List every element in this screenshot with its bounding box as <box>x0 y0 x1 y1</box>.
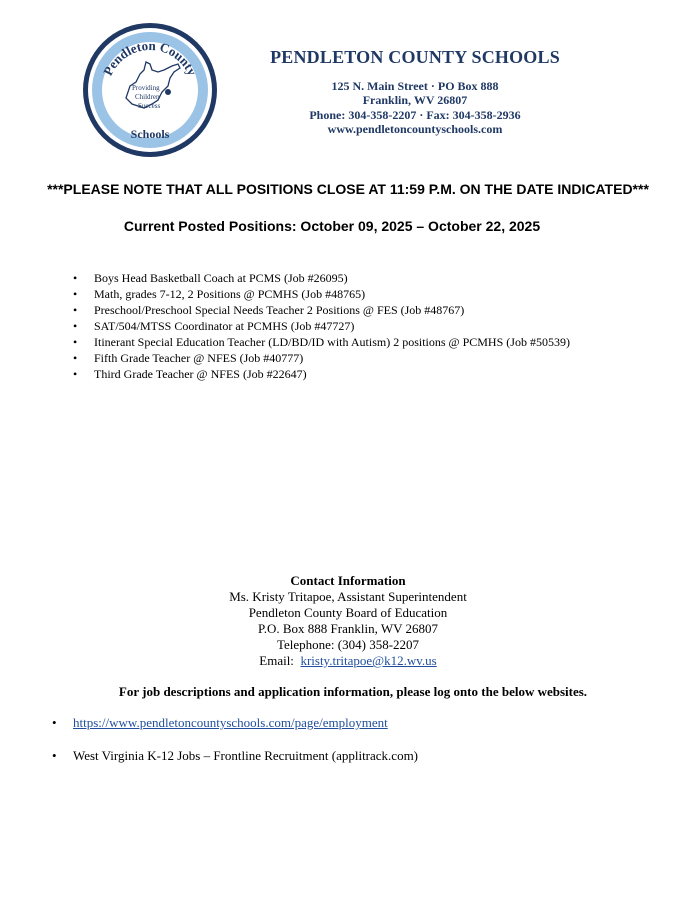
contact-block <box>0 573 696 669</box>
contact-org: Pendleton County Board of Education <box>248 605 448 620</box>
list-item: • Itinerant Special Education Teacher (LD/BD/ID with Autism) 2 positions @ PCMHS (Job #50539) <box>73 334 570 350</box>
logo-bottom-text: Schools <box>130 127 170 141</box>
list-item: • Math, grades 7-12, 2 Positions @ PCMHS (Job #48765) <box>73 286 570 302</box>
closing-notice: ***PLEASE NOTE THAT ALL POSITIONS CLOSE AT 11:59 P.M. ON THE DATE INDICATED*** <box>47 181 649 197</box>
list-item: • Fifth Grade Teacher @ NFES (Job #40777) <box>73 350 570 366</box>
list-item[interactable]: • West Virginia K-12 Jobs – Frontline Recruitment (applitrack.com) <box>52 748 418 764</box>
contact-po-box: P.O. Box 888 Franklin, WV 26807 <box>257 621 439 636</box>
positions-list <box>73 270 570 382</box>
contact-telephone: Telephone: (304) 358-2207 <box>276 637 420 652</box>
contact-email-link[interactable]: kristy.tritapoe@k12.wv.us <box>300 653 437 668</box>
logo-motto-2: Children <box>135 93 160 101</box>
list-item: • Third Grade Teacher @ NFES (Job #22647) <box>73 366 570 382</box>
links-list <box>52 715 418 764</box>
list-item: • Preschool/Preschool Special Needs Teacher 2 Positions @ FES (Job #48767) <box>73 302 570 318</box>
contact-email-label: Email: <box>259 653 294 668</box>
logo-motto-3: Success <box>138 102 161 110</box>
district-logo <box>80 20 220 160</box>
contact-email-row <box>0 653 696 669</box>
employment-page-link[interactable]: https://www.pendletoncountyschools.com/page/employment <box>73 715 388 730</box>
list-item: • Boys Head Basketball Coach at PCMS (Job #26095) <box>73 270 570 286</box>
logo-motto-1: Providing <box>132 84 160 92</box>
list-item: • SAT/504/MTSS Coordinator at PCMHS (Job #47727) <box>73 318 570 334</box>
header-website[interactable]: www.pendletoncountyschools.com <box>327 122 503 136</box>
logo-top-text: Pendleton County <box>100 37 200 78</box>
contact-name: Ms. Kristy Tritapoe, Assistant Superintendent <box>229 589 467 604</box>
page-title: PENDLETON COUNTY SCHOOLS <box>270 47 560 67</box>
header-city: Franklin, WV 26807 <box>362 93 468 107</box>
list-item <box>52 715 418 731</box>
header-address: 125 N. Main Street · PO Box 888 <box>331 79 499 93</box>
header-phone-fax: Phone: 304-358-2207 · Fax: 304-358-2936 <box>309 108 521 122</box>
posted-range: Current Posted Positions: October 09, 2025 – October 22, 2025 <box>123 218 541 234</box>
contact-heading: Contact Information <box>290 573 406 588</box>
jobs-note: For job descriptions and application information, please log onto the below websites. <box>118 684 588 699</box>
